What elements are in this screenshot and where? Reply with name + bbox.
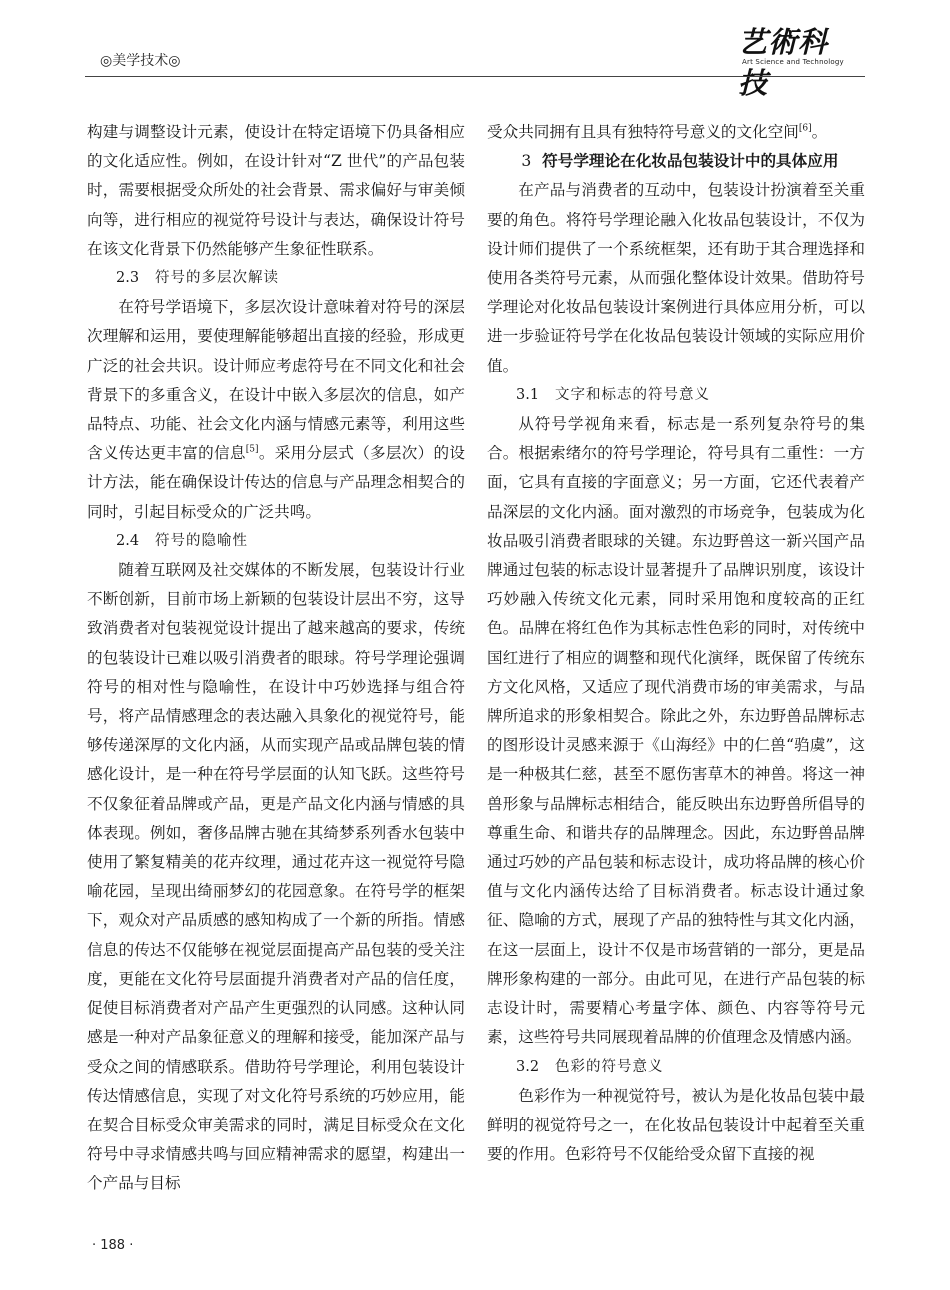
journal-logo-cn: 艺術科技 bbox=[738, 25, 829, 100]
heading-title: 符号学理论在化妆品包装设计中的具体应用 bbox=[542, 152, 839, 171]
journal-logo-en: Art Science and Technology bbox=[742, 58, 844, 66]
left-column bbox=[87, 118, 465, 1199]
page-header bbox=[0, 0, 950, 100]
heading-number: 2.4 bbox=[116, 532, 140, 549]
heading-title: 文字和标志的符号意义 bbox=[555, 386, 710, 403]
citation-ref: [5] bbox=[245, 444, 259, 455]
paragraph: 构建与调整设计元素，使设计在特定语境下仍具备相应的文化适应性。例如，在设计针对“Z 世代”的产品包装时，需要根据受众所处的社会背景、需求偏好与审美倾向等，进行相应的视觉符号设计与表达，确保设计符号在该文化背景下仍然能够产生象征性联系。 bbox=[87, 123, 465, 258]
heading-title: 符号的隐喻性 bbox=[155, 532, 248, 549]
heading-title: 符号的多层次解读 bbox=[155, 270, 279, 287]
paragraph-text: 。采用分层式（多层次）的设计方法，能在确保设计传达的信息与产品理念相契合的同时，引起目标受众的广泛共鸣。 bbox=[87, 444, 465, 521]
paragraph-text: 受众共同拥有且具有独特符号意义的文化空间 bbox=[487, 123, 799, 141]
heading-title: 色彩的符号意义 bbox=[555, 1058, 664, 1075]
section-heading-3-2 bbox=[487, 1053, 865, 1082]
heading-number: 2.3 bbox=[116, 270, 140, 287]
header-divider bbox=[85, 76, 865, 77]
paragraph bbox=[87, 293, 465, 527]
section-heading-2-4 bbox=[87, 527, 465, 556]
paragraph: 随着互联网及社交媒体的不断发展，包装设计行业不断创新，目前市场上新颖的包装设计层出不穷，这导致消费者对包装视觉设计提出了越来越高的要求，传统的包装设计已难以吸引消费者的眼球。符号学理论强调符号的相对性与隐喻性，在设计中巧妙选择与组合符号，将产品情感理念的表达融入具象化的视觉符号，能够传递深厚的文化内涵，从而实现产品或品牌包装的情感化设计，是一种在符号学层面的认知飞跃。这些符号不仅象征着品牌或产品，更是产品文化内涵与情感的具体表现。例如，奢侈品牌古驰在其绮梦系列香水包装中使用了繁复精美的花卉纹理，通过花卉这一视觉符号隐喻花园，呈现出绮丽梦幻的花园意象。在符号学的框架下，观众对产品质感的感知构成了一个新的所指。情感信息的传达不仅能够在视觉层面提高产品包装的受关注度，更能在文化符号层面提升消费者对产品的信任度，促使目标消费者对产品产生更强烈的认同感。这种认同感是一种对产品象征意义的理解和接受，能加深产品与受众之间的情感联系。借助符号学理论，利用包装设计传达情感信息，实现了对文化符号系统的巧妙应用，能在契合目标受众审美需求的同时，满足目标受众在文化符号中寻求情感共鸣与回应精神需求的愿望，构建出一个产品与目标 bbox=[87, 561, 465, 1193]
section-heading-2-3 bbox=[87, 264, 465, 293]
paragraph-text: 在符号学语境下，多层次设计意味着对符号的深层次理解和运用，要使理解能够超出直接的经验，形成更广泛的社会共识。设计师应考虑符号在不同文化和社会背景下的多重含义，在设计中嵌入多层次的信息，如产品特点、功能、社会文化内涵与情感元素等，利用这些含义传达更丰富的信息 bbox=[87, 298, 465, 463]
journal-logo bbox=[738, 20, 848, 100]
heading-number: 3 bbox=[521, 152, 532, 171]
heading-number: 3.2 bbox=[516, 1058, 540, 1075]
section-tag: ◎美学技术◎ bbox=[100, 53, 181, 69]
citation-ref: [6] bbox=[798, 123, 812, 134]
paragraph: 在产品与消费者的互动中，包装设计扮演着至关重要的角色。将符号学理论融入化妆品包装设计，不仅为设计师们提供了一个系统框架，还有助于其合理选择和使用各类符号元素，从而强化整体设计效果。借助符号学理论对化妆品包装设计案例进行具体应用分析，可以进一步验证符号学在化妆品包装设计领域的实际应用价值。 bbox=[487, 181, 865, 375]
paragraph-text: 。 bbox=[811, 123, 828, 141]
section-heading-3 bbox=[487, 147, 865, 176]
paragraph: 从符号学视角来看，标志是一系列复杂符号的集合。根据索绪尔的符号学理论，符号具有二重性：一方面，它具有直接的字面意义；另一方面，它还代表着产品深层的文化内涵。面对激烈的市场竞争，包装成为化妆品吸引消费者眼球的关键。东边野兽这一新兴国产品牌通过包装的标志设计显著提升了品牌识别度，该设计巧妙融入传统文化元素，同时采用饱和度较高的正红色。品牌在将红色作为其标志性色彩的同时，对传统中国红进行了相应的调整和现代化演绎，既保留了传统东方文化风格，又适应了现代消费市场的审美需求，与品牌所追求的形象相契合。除此之外，东边野兽品牌标志的图形设计灵感来源于《山海经》中的仁兽“驺虞”，这是一种极其仁慈，甚至不愿伤害草木的神兽。将这一神兽形象与品牌标志相结合，能反映出东边野兽所倡导的尊重生命、和谐共存的品牌理念。因此，东边野兽品牌通过巧妙的产品包装和标志设计，成功将品牌的核心价值与文化内涵传达给了目标消费者。标志设计通过象征、隐喻的方式，展现了产品的独特性与其文化内涵，在这一层面上，设计不仅是市场营销的一部分，更是品牌形象构建的一部分。由此可见，在进行产品包装的标志设计时，需要精心考量字体、颜色、内容等符号元素，这些符号共同展现着品牌的价值理念及情感内涵。 bbox=[487, 415, 865, 1047]
section-heading-3-1 bbox=[487, 381, 865, 410]
right-column bbox=[487, 118, 865, 1169]
paragraph: 色彩作为一种视觉符号，被认为是化妆品包装中最鲜明的视觉符号之一，在化妆品包装设计中起着至关重要的作用。色彩符号不仅能给受众留下直接的视 bbox=[487, 1086, 865, 1164]
page-number: · 188 · bbox=[92, 1238, 134, 1253]
heading-number: 3.1 bbox=[516, 386, 540, 403]
paragraph bbox=[487, 118, 865, 147]
